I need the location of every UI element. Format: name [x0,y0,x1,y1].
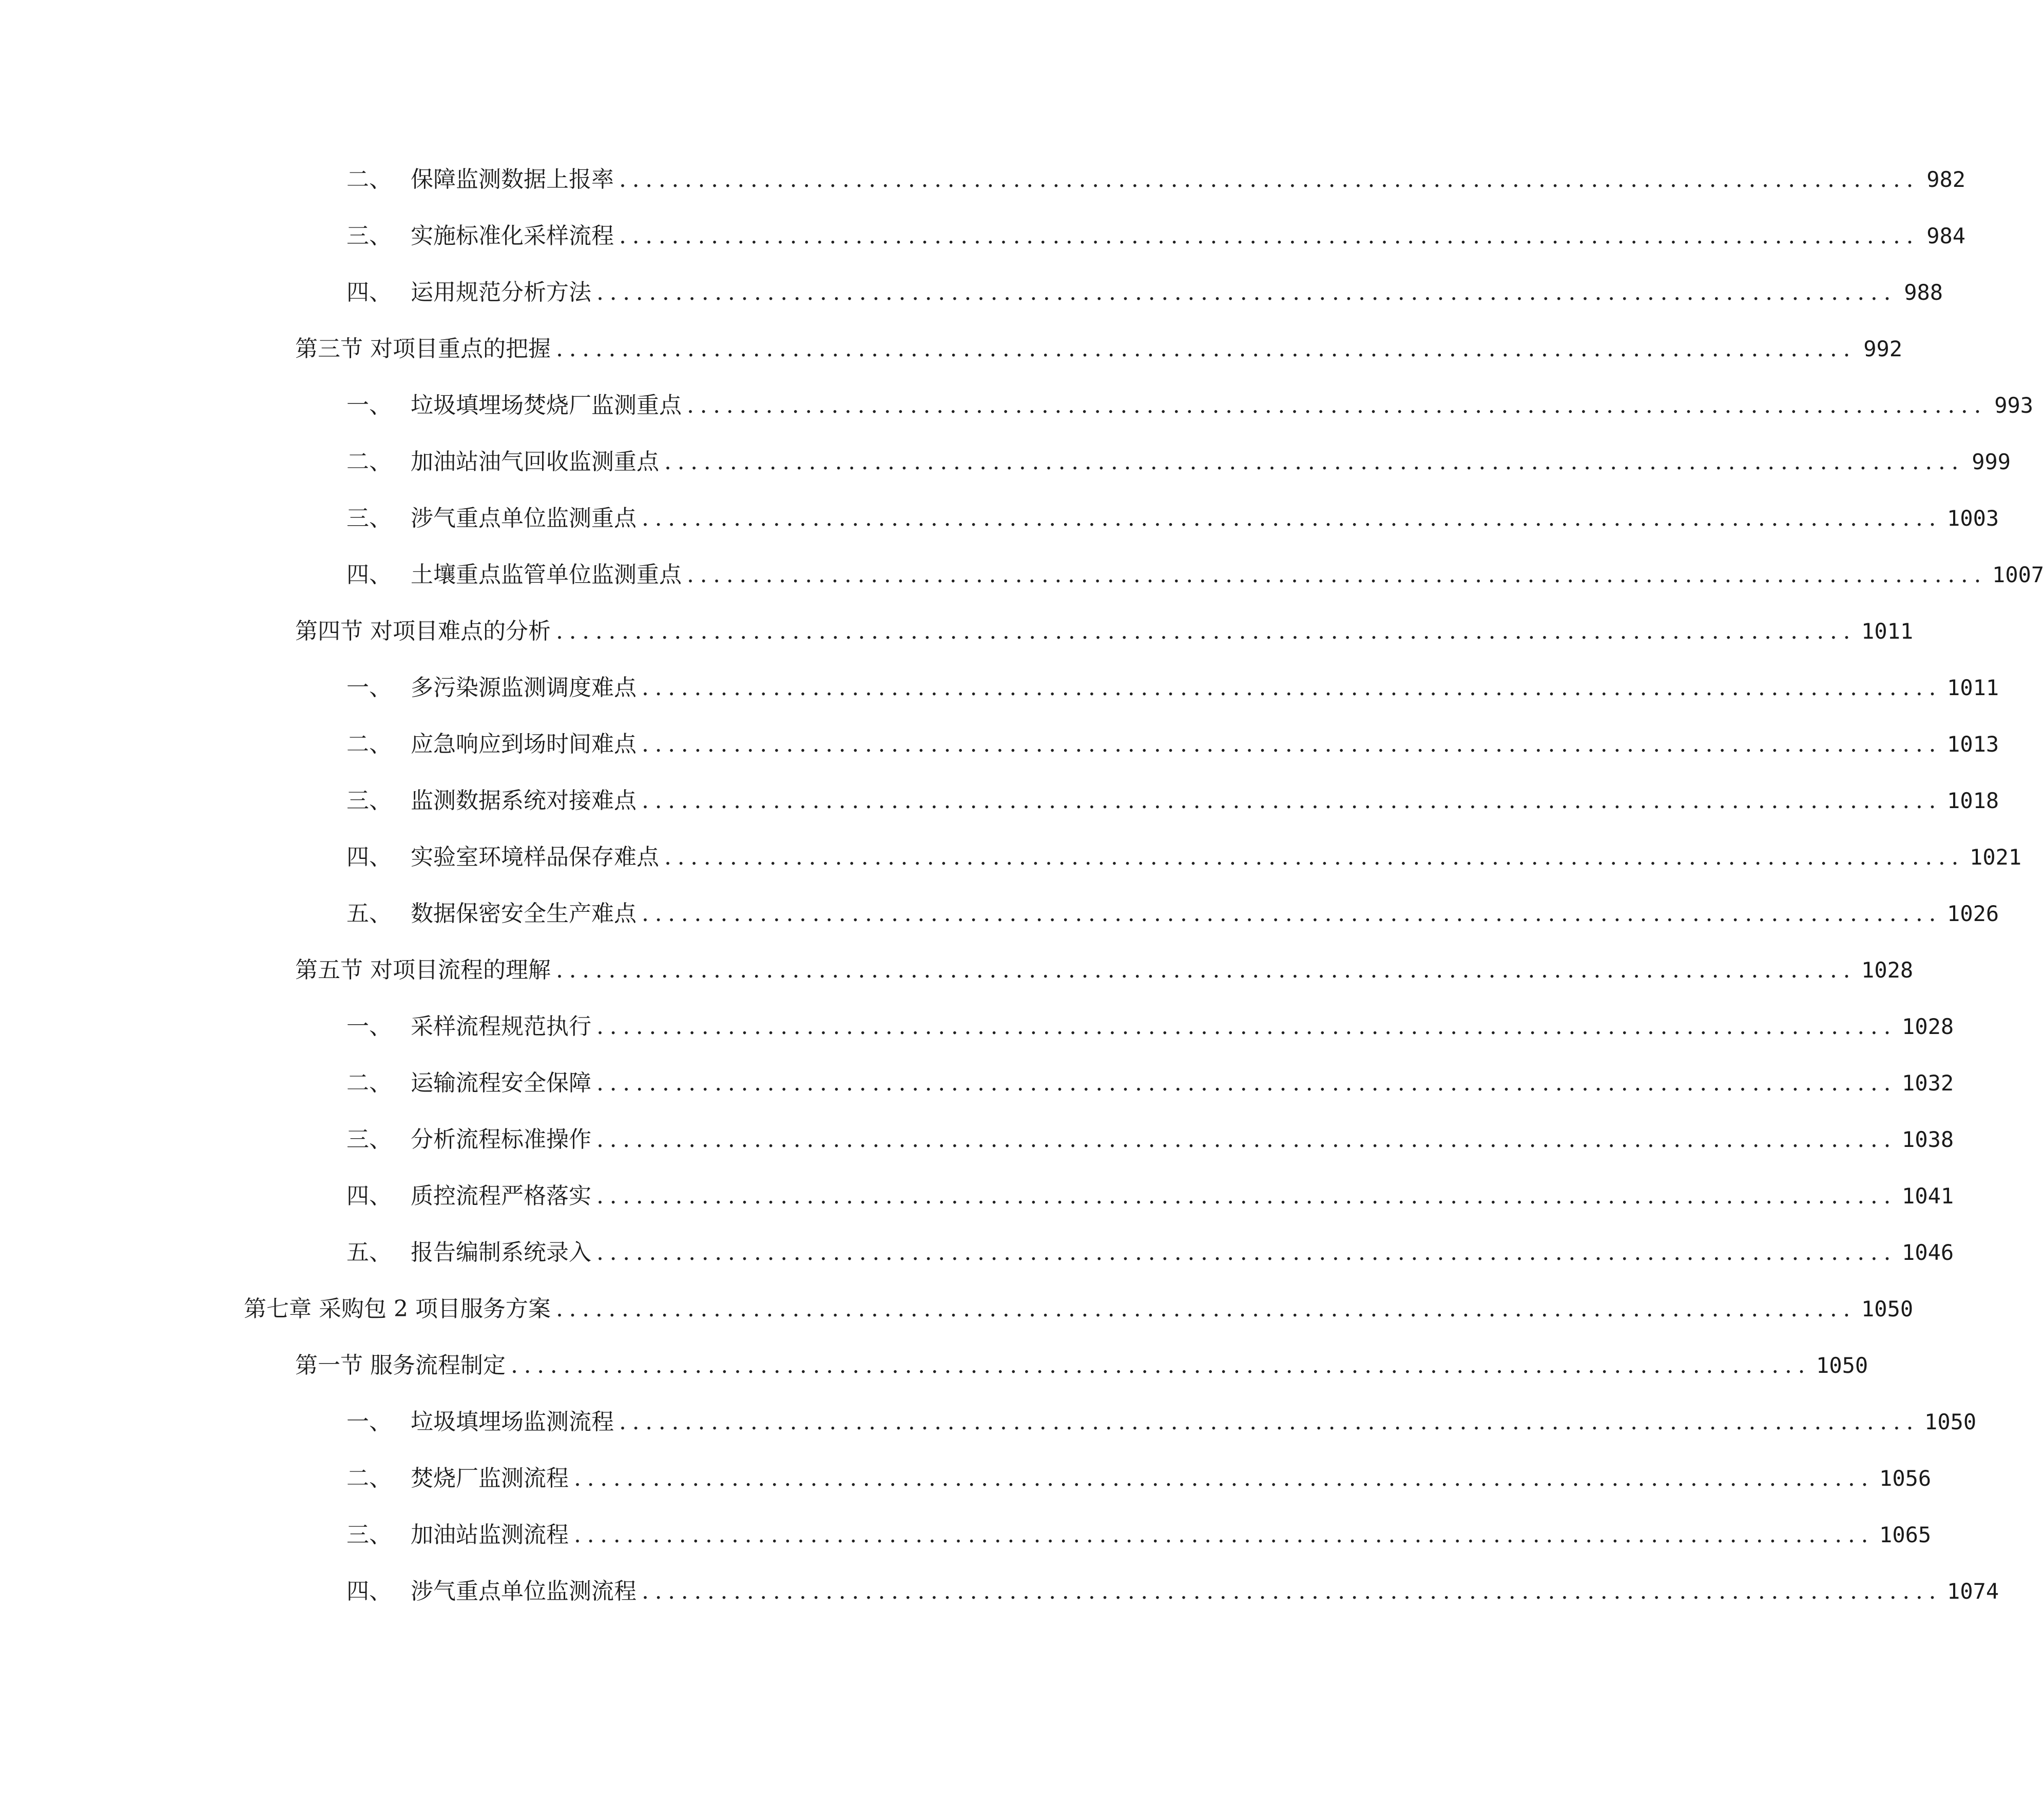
toc-entry[interactable] [346,559,2044,591]
toc-entry[interactable] [346,784,1999,817]
dot-leader: ................................................................................................... [596,1239,1897,1266]
toc-entry-title: 分析流程标准操作 [411,1126,591,1153]
toc-entry-number: 五、 [346,900,392,927]
dot-leader: ................................................................................................... [642,788,1942,814]
toc-entry[interactable] [346,672,1999,704]
toc-entry[interactable] [346,1123,1954,1156]
toc-entry-page: 992 [1863,336,1903,361]
dot-leader: ................................................................................................... [642,675,1942,701]
toc-entry-page: 1046 [1902,1240,1954,1265]
toc-entry-page: 1056 [1879,1466,1932,1491]
toc-entry-title: 运用规范分析方法 [411,279,591,305]
toc-entry-page: 984 [1926,223,1966,248]
toc-entry-page: 1028 [1902,1014,1954,1039]
toc-entry-section[interactable] [295,954,1914,987]
toc-entry-page: 1074 [1947,1579,1999,1604]
toc-entry-section[interactable] [295,1349,1868,1382]
dot-leader: ................................................................................................... [574,1522,1875,1548]
toc-entry[interactable] [346,276,1943,309]
toc-entry-page: 993 [1994,393,2034,418]
toc-entry-page: 1018 [1947,788,1999,813]
toc-entry-section[interactable] [295,615,1914,648]
dot-leader: ................................................................................................... [664,449,1965,475]
toc-entry[interactable] [346,446,2011,478]
dot-leader: ................................................................................................... [687,392,1988,418]
toc-entry-number: 四、 [346,279,392,305]
toc-entry-number: 一、 [346,392,392,418]
toc-entry-number: 四、 [346,1183,392,1209]
toc-entry-title: 涉气重点单位监测流程 [411,1578,637,1604]
toc-entry-title: 实验室环境样品保存难点 [411,844,659,870]
dot-leader: ................................................................................................... [642,731,1942,757]
toc-entry[interactable] [346,897,1999,930]
toc-entry-title: 第五节 对项目流程的理解 [295,957,551,983]
toc-entry-number: 五、 [346,1239,392,1266]
toc-entry-title: 焚烧厂监测流程 [411,1465,569,1491]
toc-entry-page: 1050 [1816,1353,1868,1378]
toc-entry-title: 质控流程严格落实 [411,1183,591,1209]
toc-entry-page: 1038 [1902,1127,1954,1152]
toc-entry[interactable] [346,1180,1954,1213]
toc-entry-number: 三、 [346,223,392,249]
toc-entry-title: 报告编制系统录入 [411,1239,591,1266]
toc-entry[interactable] [346,1010,1954,1043]
dot-leader: ................................................................................................... [596,1183,1897,1209]
toc-entry-number: 一、 [346,1409,392,1435]
toc-entry[interactable] [346,1519,1932,1551]
toc-entry-title: 监测数据系统对接难点 [411,788,637,814]
toc-entry-title: 垃圾填埋场焚烧厂监测重点 [411,392,682,418]
toc-entry-title: 数据保密安全生产难点 [411,900,637,927]
toc-entry-page: 1021 [1970,845,2022,870]
toc-entry[interactable] [346,389,2034,422]
toc-entry-title: 加油站监测流程 [411,1522,569,1548]
dot-leader: ................................................................................................... [596,1013,1897,1040]
dot-leader: ................................................................................................... [619,1409,1920,1435]
dot-leader: ................................................................................................... [556,957,1857,983]
toc-entry-title: 保障监测数据上报率 [411,166,614,193]
toc-entry-title: 第一节 服务流程制定 [295,1352,506,1378]
dot-leader: ................................................................................................... [556,618,1857,644]
dot-leader: ................................................................................................... [642,1578,1942,1604]
toc-entry[interactable] [346,1067,1954,1100]
dot-leader: ................................................................................................... [664,844,1965,870]
toc-entry-number: 三、 [346,788,392,814]
dot-leader: ................................................................................................... [555,1296,1856,1322]
dot-leader: ................................................................................................... [642,900,1942,927]
toc-entry-page: 1011 [1861,619,1914,644]
dot-leader: ................................................................................................... [596,1070,1897,1096]
toc-entry-number: 二、 [346,731,392,757]
toc-entry-title: 第七章 采购包 2 项目服务方案 [244,1296,551,1322]
toc-entry-number: 四、 [346,1578,392,1604]
dot-leader: ................................................................................................... [556,336,1857,362]
dot-leader: ................................................................................................... [619,166,1920,193]
toc-entry-title: 实施标准化采样流程 [411,223,614,249]
toc-entry[interactable] [346,502,1999,535]
toc-entry-title: 加油站油气回收监测重点 [411,449,659,475]
toc-entry-number: 三、 [346,1522,392,1548]
toc-entry-page: 1028 [1861,957,1914,983]
toc-entry-number: 四、 [346,562,392,588]
dot-leader: ................................................................................................... [511,1352,1811,1378]
toc-entry-title: 涉气重点单位监测重点 [411,505,637,531]
dot-leader: ................................................................................................... [687,562,1988,588]
toc-entry-page: 1003 [1947,506,1999,531]
toc-entry[interactable] [346,1406,1977,1439]
toc-entry-title: 土壤重点监管单位监测重点 [411,562,682,588]
toc-entry[interactable] [346,1575,1999,1608]
toc-entry-page: 999 [1972,449,2011,474]
toc-entry-page: 1050 [1924,1409,1977,1434]
toc-entry-chapter[interactable] [244,1293,1914,1326]
toc-entry-page: 1011 [1947,675,1999,700]
toc-entry-number: 二、 [346,1465,392,1491]
dot-leader: ................................................................................................... [619,223,1920,249]
dot-leader: ................................................................................................... [574,1465,1875,1491]
toc-entry-number: 二、 [346,449,392,475]
toc-entry[interactable] [346,841,2022,874]
dot-leader: ................................................................................................... [642,505,1942,531]
toc-entry-number: 二、 [346,1070,392,1096]
toc-entry-number: 一、 [346,1013,392,1040]
toc-entry-title: 垃圾填埋场监测流程 [411,1409,614,1435]
toc-entry-section[interactable] [295,333,1903,366]
toc-entry-page: 1050 [1861,1296,1914,1321]
toc-entry-title: 运输流程安全保障 [411,1070,591,1096]
toc-entry[interactable] [346,1236,1954,1269]
dot-leader: ................................................................................................... [596,279,1897,305]
toc-entry-page: 1026 [1947,901,1999,926]
toc-entry-title: 多污染源监测调度难点 [411,675,637,701]
toc-entry-page: 982 [1926,167,1966,192]
toc-entry[interactable] [346,163,1966,196]
toc-entry-number: 二、 [346,166,392,193]
toc-entry-page: 1007 [1992,562,2044,587]
dot-leader: ................................................................................................... [596,1126,1897,1153]
toc-entry-number: 三、 [346,1126,392,1153]
toc-entry-title: 第四节 对项目难点的分析 [295,618,551,644]
toc-entry-page: 988 [1904,280,1943,305]
toc-entry-number: 四、 [346,844,392,870]
toc-entry-title: 第三节 对项目重点的把握 [295,336,551,362]
toc-entry-title: 应急响应到场时间难点 [411,731,637,757]
toc-entry-number: 三、 [346,505,392,531]
toc-entry-page: 1065 [1879,1522,1932,1547]
toc-entry-page: 1041 [1902,1183,1954,1209]
toc-entry-page: 1032 [1902,1070,1954,1096]
toc-entry[interactable] [346,728,1999,761]
toc-entry[interactable] [346,220,1966,253]
toc-entry-number: 一、 [346,675,392,701]
toc-entry-title: 采样流程规范执行 [411,1013,591,1040]
toc-entry[interactable] [346,1462,1932,1495]
toc-entry-page: 1013 [1947,732,1999,757]
